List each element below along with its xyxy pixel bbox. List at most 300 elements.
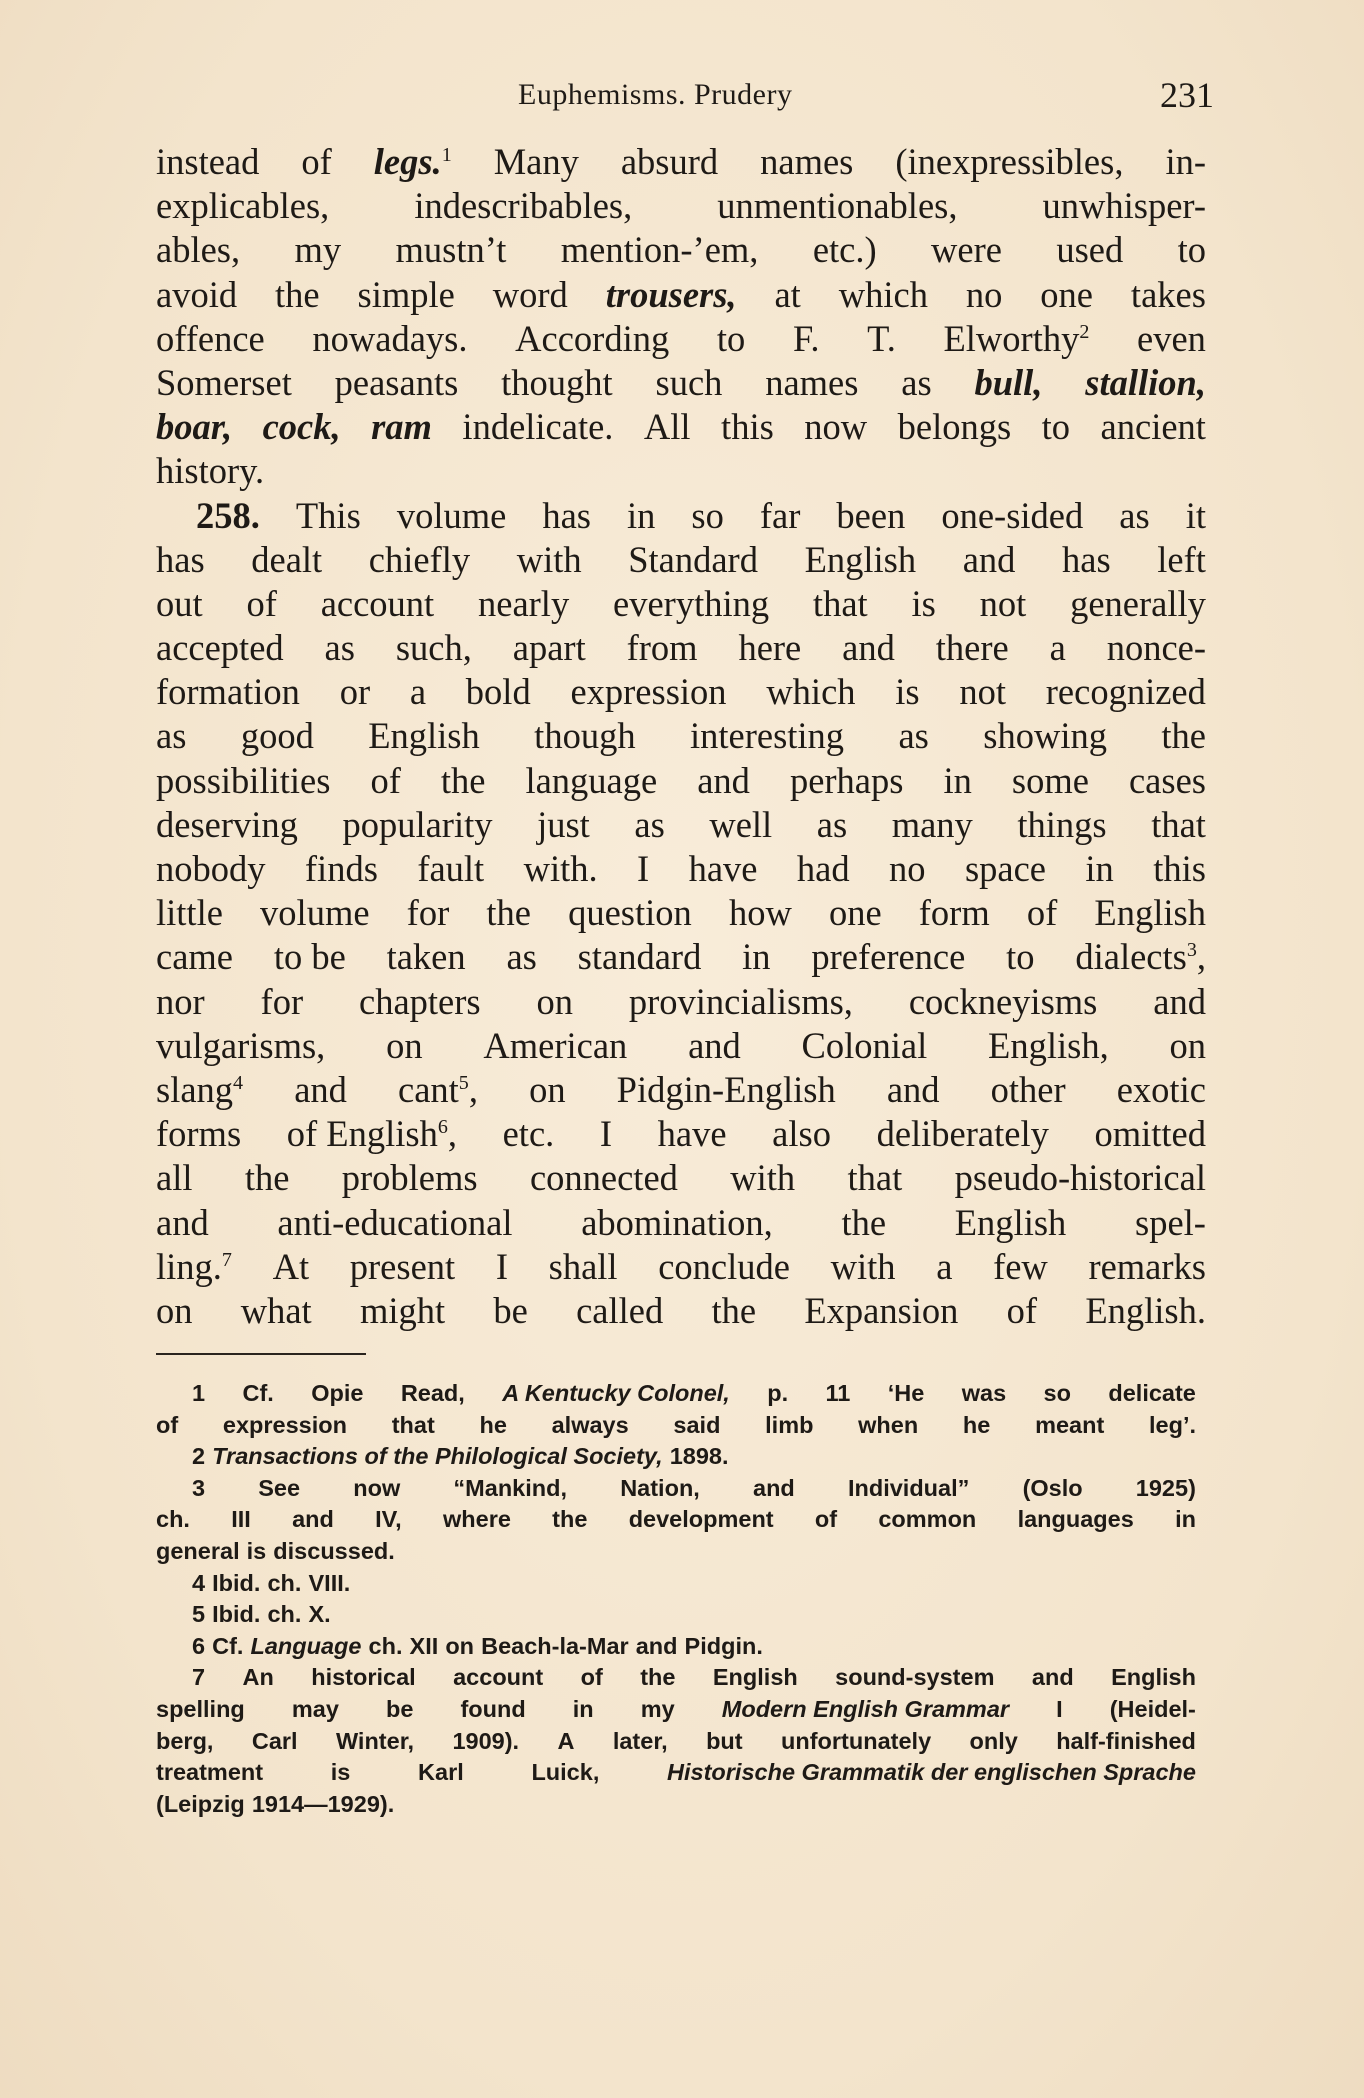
word: development (628, 1506, 774, 1533)
word: present (349, 1245, 456, 1287)
word: bull, (974, 361, 1043, 403)
word: takes (1130, 273, 1206, 315)
word: English (804, 538, 917, 580)
word: omitted (1094, 1113, 1206, 1155)
word: leg’. (1148, 1411, 1196, 1438)
word: in- (1165, 141, 1206, 182)
word: Cf. (242, 1380, 274, 1406)
word: finds (304, 848, 378, 889)
word: were (931, 229, 1002, 271)
word: of (370, 759, 401, 801)
word: that (847, 1157, 903, 1199)
word: on (536, 980, 573, 1022)
text-line (156, 626, 1206, 670)
word: and (1031, 1664, 1074, 1691)
word: left (1157, 538, 1206, 580)
word: has (1062, 538, 1111, 580)
word: of (1006, 1289, 1038, 1331)
word: Elworthy (943, 317, 1080, 359)
word: is (895, 671, 920, 713)
word: for (260, 980, 304, 1022)
word: ch. (267, 1569, 302, 1596)
word: Many (493, 141, 579, 182)
word: expression (570, 671, 727, 713)
body-text (156, 140, 1206, 1333)
word: what (240, 1289, 312, 1331)
word: and (962, 538, 1016, 580)
text-line (156, 714, 1206, 758)
word: which (766, 671, 856, 713)
footnote-number: 3 (192, 1474, 206, 1501)
word: where (442, 1506, 511, 1533)
word: belongs (897, 406, 1012, 448)
word: vulgarisms, (156, 1024, 326, 1066)
word: with (516, 538, 582, 580)
word: also (772, 1113, 831, 1155)
word: always (551, 1411, 629, 1438)
word: discussed. (273, 1537, 395, 1564)
word: everything (613, 582, 770, 624)
text-line (156, 980, 1206, 1024)
word: Nation, (620, 1474, 700, 1501)
word: treatment (156, 1759, 264, 1786)
word: I (599, 1113, 613, 1155)
text-line (156, 1201, 1206, 1245)
word: now (804, 406, 868, 448)
section-number: 258. (196, 494, 260, 536)
word: provincialisms, (628, 980, 853, 1022)
word: languages (1017, 1506, 1134, 1533)
word: fault (417, 848, 485, 889)
word: has (542, 494, 591, 536)
text-line (156, 273, 1206, 317)
word: ch. (368, 1632, 403, 1659)
word: English (1094, 892, 1206, 934)
word: bold (465, 671, 531, 713)
word: of (286, 1113, 318, 1155)
word: the (440, 759, 486, 801)
word: English (712, 1664, 798, 1691)
word: volume (260, 892, 370, 934)
word: and (697, 759, 750, 801)
word: (Oslo (1022, 1474, 1083, 1501)
word: berg, (156, 1727, 214, 1754)
word: English (954, 1201, 1067, 1243)
word: Pidgin. (684, 1632, 763, 1659)
word: unmentionables, (717, 185, 958, 227)
word: 1898. (669, 1443, 729, 1470)
word: Carl (251, 1727, 298, 1754)
word: peasants (334, 361, 459, 403)
word: well (709, 803, 773, 845)
word: 11 (825, 1380, 851, 1406)
text-line (156, 1068, 1206, 1112)
word: Opie (311, 1380, 364, 1406)
word: anti-educational (277, 1201, 513, 1243)
word: cases (1128, 759, 1206, 801)
word: cant (398, 1068, 459, 1110)
word: of (580, 1664, 603, 1691)
text-line (156, 361, 1206, 405)
word: nobody (156, 848, 266, 889)
word: have (688, 848, 758, 889)
word: might (359, 1289, 446, 1331)
word: “Mankind, (453, 1474, 568, 1501)
footnote-number: 1 (192, 1380, 206, 1406)
text-line (156, 935, 1206, 979)
word: names (760, 141, 854, 182)
word: boar, (156, 406, 233, 448)
footnote-line (156, 1504, 1196, 1536)
word: deserving (156, 803, 298, 845)
word: space (964, 848, 1046, 889)
word: ables, (156, 229, 241, 271)
word: a (936, 1245, 953, 1287)
word: English (326, 1113, 438, 1155)
word: Beach-la-Mar (481, 1632, 629, 1659)
word: slang (156, 1068, 234, 1110)
word: the (1161, 715, 1206, 757)
word: be (493, 1289, 528, 1331)
word: with (830, 1245, 896, 1287)
word: volume (396, 494, 507, 536)
word: ling. (156, 1245, 222, 1287)
word: (Leipzig (156, 1790, 245, 1817)
word: T. (867, 317, 896, 359)
word: nor (156, 980, 205, 1022)
word: little (156, 892, 223, 934)
word: limb (765, 1411, 814, 1438)
word: English. (1085, 1289, 1206, 1331)
word: this (1153, 848, 1206, 889)
word: such (655, 361, 723, 403)
word: offence (156, 317, 265, 359)
book-title: Historische Grammatik der englischen Sprache (667, 1759, 1196, 1786)
word: According (515, 317, 670, 359)
word: expression (222, 1411, 347, 1438)
word: Colonial (801, 1024, 928, 1066)
word: the (552, 1506, 588, 1533)
footnote-ref: 7 (221, 1248, 232, 1271)
word: stallion, (1085, 361, 1206, 403)
word: and (156, 1201, 209, 1243)
word: the (640, 1664, 676, 1691)
book-title: Modern English Grammar (721, 1695, 1010, 1722)
word: used (1056, 229, 1124, 271)
word: no (889, 848, 926, 889)
word: Somerset (156, 361, 292, 403)
word: formation (156, 671, 300, 713)
word: indelicate. (462, 406, 614, 448)
word: one (1040, 273, 1093, 315)
word: I (637, 848, 650, 889)
text-line (156, 449, 1206, 493)
punctuation: , (447, 1113, 457, 1155)
word: later, (612, 1727, 668, 1754)
word: which (838, 273, 928, 315)
word: as (898, 715, 929, 757)
word: one-sided (941, 494, 1084, 536)
word: popularity (342, 803, 493, 845)
footnote-line (156, 1441, 1196, 1473)
footnote-rule (156, 1353, 366, 1355)
footnotes (156, 1378, 1196, 1820)
word: forms (156, 1113, 242, 1155)
word: the (244, 1157, 290, 1199)
word: connected (529, 1157, 678, 1199)
word: explicables, (156, 185, 330, 227)
word: and (688, 1024, 741, 1066)
word: a (1049, 627, 1066, 669)
word: question (568, 892, 692, 934)
footnote-line (156, 1599, 1196, 1631)
word: as (1119, 494, 1150, 536)
word: one (828, 892, 882, 934)
word: standard (577, 936, 702, 978)
word: in (1085, 848, 1114, 889)
word: said (673, 1411, 721, 1438)
word: of (156, 1411, 179, 1438)
footnote-number: 2 (192, 1443, 206, 1470)
word: possibilities (156, 759, 331, 801)
word: apart (512, 627, 586, 669)
word: the (486, 892, 531, 934)
footnote-line (156, 1631, 1196, 1663)
word: mustn’t (395, 229, 507, 271)
word: on (386, 1024, 423, 1066)
word: for (406, 892, 450, 934)
word: to (716, 317, 746, 359)
word: Winter, (335, 1727, 415, 1754)
text-line (156, 582, 1206, 626)
word: history. (156, 450, 265, 492)
book-title: A Kentucky Colonel, (502, 1380, 730, 1406)
word: is (911, 582, 936, 624)
word: had (796, 848, 850, 889)
word: the (711, 1289, 757, 1331)
text-line (156, 538, 1206, 582)
word: Ibid. (212, 1601, 261, 1628)
footnote-ref: 4 (233, 1071, 244, 1094)
word: An (242, 1664, 274, 1691)
word: exotic (1116, 1068, 1206, 1110)
word: such, (395, 627, 472, 669)
word: conclude (658, 1245, 790, 1287)
word: nowadays. (312, 317, 468, 359)
word: I (1056, 1695, 1063, 1722)
word: that (391, 1411, 435, 1438)
word: in (742, 936, 771, 978)
word: to be (273, 936, 346, 978)
word: even (1137, 317, 1206, 359)
word: Pidgin-English (616, 1068, 836, 1110)
word: to (1041, 406, 1071, 448)
word: III (231, 1506, 251, 1533)
word: as (324, 627, 355, 669)
word: there (935, 627, 1009, 669)
word: so (691, 494, 724, 536)
word: American (483, 1024, 628, 1066)
word: or (339, 671, 371, 713)
word: at (774, 273, 801, 315)
word: delicate (1108, 1380, 1196, 1406)
word: generally (1070, 582, 1206, 624)
text-line (156, 494, 1206, 538)
footnote-ref: 6 (437, 1115, 448, 1138)
word: as (901, 361, 932, 403)
word: is (246, 1537, 267, 1564)
word: to (1006, 936, 1035, 978)
word: ancient (1100, 406, 1206, 448)
word: may (291, 1695, 339, 1722)
text-line (156, 405, 1206, 449)
word: in (943, 759, 972, 801)
word: recognized (1045, 671, 1206, 713)
word: account (320, 582, 435, 624)
word: Individual” (847, 1474, 970, 1501)
word: All (643, 406, 691, 448)
word: as (634, 803, 665, 845)
word: and (1153, 980, 1206, 1022)
word: 1925) (1135, 1474, 1196, 1501)
text-line (156, 228, 1206, 272)
word: and (635, 1632, 678, 1659)
word: good (240, 715, 314, 757)
word: interesting (689, 715, 845, 757)
word: Ibid. (212, 1569, 261, 1596)
word: ram (371, 406, 432, 448)
word: on (529, 1068, 566, 1110)
footnote-line (156, 1726, 1196, 1758)
word: mention-’em, (560, 229, 759, 271)
word: some (1011, 759, 1089, 801)
footnote-number: 7 (192, 1664, 206, 1691)
word: dialects (1075, 936, 1187, 978)
word: as (506, 936, 537, 978)
word: etc.) (812, 229, 877, 271)
word: as (156, 715, 187, 757)
word: nonce- (1106, 627, 1206, 669)
running-head: Euphemisms. Prudery (518, 78, 793, 111)
word: unwhisper- (1042, 185, 1206, 227)
word: trousers, (605, 273, 737, 315)
word: absurd (620, 141, 719, 182)
word: in (1175, 1506, 1196, 1533)
text-line (156, 184, 1206, 228)
word: historical (311, 1664, 416, 1691)
word: was (961, 1380, 1007, 1406)
text-line (156, 759, 1206, 803)
word: cock, (262, 406, 341, 448)
word: half-finished (1056, 1727, 1196, 1754)
footnote-line (156, 1694, 1196, 1726)
word: with. (523, 848, 598, 889)
word: came (156, 936, 233, 978)
word: things (1017, 803, 1107, 845)
word: on (1169, 1024, 1206, 1066)
word: that (812, 582, 868, 624)
word: deliberately (876, 1113, 1049, 1155)
punctuation: , (468, 1068, 478, 1110)
word: Cf. (212, 1632, 244, 1659)
word: remarks (1088, 1245, 1206, 1287)
word: of (301, 141, 332, 182)
word: chiefly (368, 538, 471, 580)
word: names (765, 361, 859, 403)
word: English (1111, 1664, 1196, 1691)
word: ‘He (887, 1380, 925, 1406)
word: so (1043, 1380, 1071, 1406)
text-line (156, 317, 1206, 361)
word: nearly (478, 582, 570, 624)
word: I (495, 1245, 508, 1287)
word: a (409, 671, 427, 713)
word: (Heidel- (1109, 1695, 1196, 1722)
word: and (292, 1506, 334, 1533)
word: and (886, 1068, 940, 1110)
word: thought (501, 361, 613, 403)
word: general (156, 1537, 240, 1564)
footnote-ref: 1 (441, 143, 452, 166)
word: though (534, 715, 636, 757)
word: preference (811, 936, 966, 978)
word: English, (988, 1024, 1109, 1066)
word: just (537, 803, 590, 845)
word: word (492, 273, 568, 315)
footnote-line (156, 1789, 1196, 1821)
word: few (993, 1245, 1048, 1287)
word: other (990, 1068, 1066, 1110)
word: form (918, 892, 990, 934)
word: far (759, 494, 801, 536)
word: of (814, 1506, 838, 1533)
word: many (891, 803, 973, 845)
word: Expansion (804, 1289, 959, 1331)
word: p. (767, 1380, 789, 1406)
word: accepted (156, 627, 284, 669)
word: VIII. (308, 1569, 351, 1596)
word: now (353, 1474, 401, 1501)
footnote-line (156, 1662, 1196, 1694)
footnote-ref: 2 (1079, 320, 1090, 343)
word: unfortunately (781, 1727, 932, 1754)
word: indescribables, (414, 185, 633, 227)
text-line (156, 1156, 1206, 1200)
word: my (294, 229, 342, 271)
word: chapters (359, 980, 481, 1022)
word: it (1185, 494, 1206, 536)
word: and (753, 1474, 795, 1501)
word: all (156, 1157, 193, 1199)
word: pseudo-historical (954, 1157, 1206, 1199)
word: Standard (628, 538, 758, 580)
word: and (842, 627, 895, 669)
word: in (572, 1695, 594, 1722)
footnote-ref: 5 (458, 1071, 469, 1094)
word: Karl (418, 1759, 464, 1786)
word: my (640, 1695, 675, 1722)
text-line (156, 670, 1206, 714)
word: legs. (373, 141, 442, 182)
footnote-number: 6 (192, 1632, 206, 1659)
word: Luick, (531, 1759, 600, 1786)
word: the (841, 1201, 887, 1243)
word: ch. (267, 1601, 302, 1628)
word: has (156, 538, 205, 580)
footnote-line (156, 1473, 1196, 1505)
word: etc. (502, 1113, 555, 1155)
footnote-line (156, 1568, 1196, 1600)
